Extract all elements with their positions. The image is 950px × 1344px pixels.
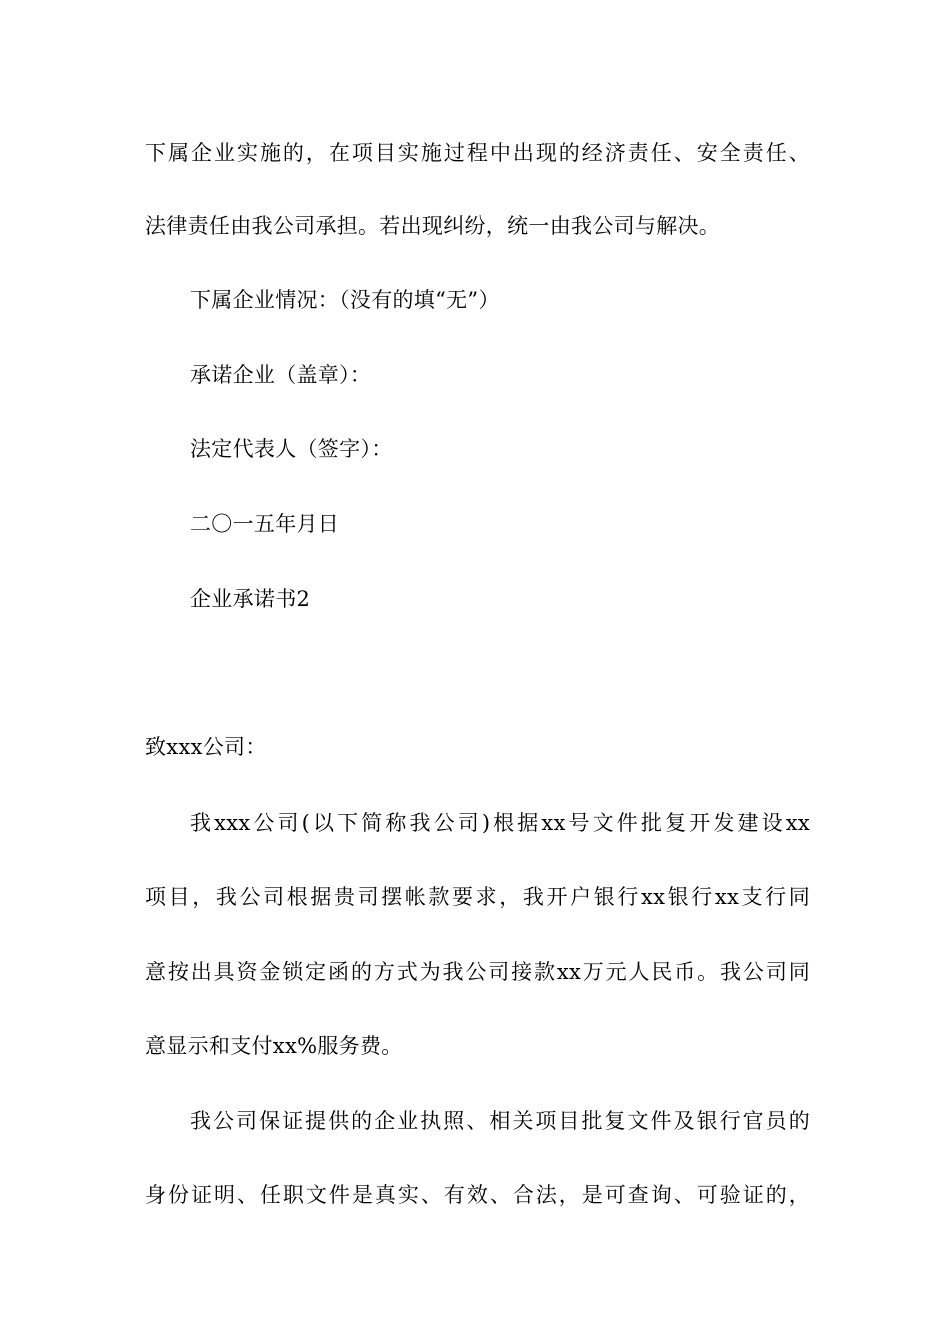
legal-representative-line: 法定代表人（签字）： (190, 437, 393, 461)
paragraph-line: 项目，我公司根据贵司摆帐款要求，我开户银行xx银行xx支行同 (145, 885, 810, 909)
paragraph-line: 下属企业实施的，在项目实施过程中出现的经济责任、安全责任、 (145, 141, 810, 165)
paragraph-line: 我公司保证提供的企业执照、相关项目批复文件及银行官员的 (190, 1109, 810, 1133)
date-line: 二〇一五年月日 (190, 512, 340, 536)
subsidiary-info-line: 下属企业情况：（没有的填“无”） (190, 288, 500, 312)
paragraph-line: 身份证明、任职文件是真实、有效、合法，是可查询、可验证的， (145, 1183, 810, 1207)
paragraph-line: 意显示和支付xx%服务费。 (145, 1034, 403, 1058)
company-seal-line: 承诺企业（盖章）： (190, 363, 372, 387)
addressee-line: 致xxx公司： (145, 735, 267, 759)
paragraph-line: 意按出具资金锁定函的方式为我公司接款xx万元人民币。我公司同 (145, 960, 810, 984)
paragraph-line: 我xxx公司(以下简称我公司)根据xx号文件批复开发建设xx (190, 811, 810, 835)
section-title: 企业承诺书2 (190, 587, 311, 611)
paragraph-line: 法律责任由我公司承担。若出现纠纷，统一由我公司与解决。 (145, 214, 721, 238)
